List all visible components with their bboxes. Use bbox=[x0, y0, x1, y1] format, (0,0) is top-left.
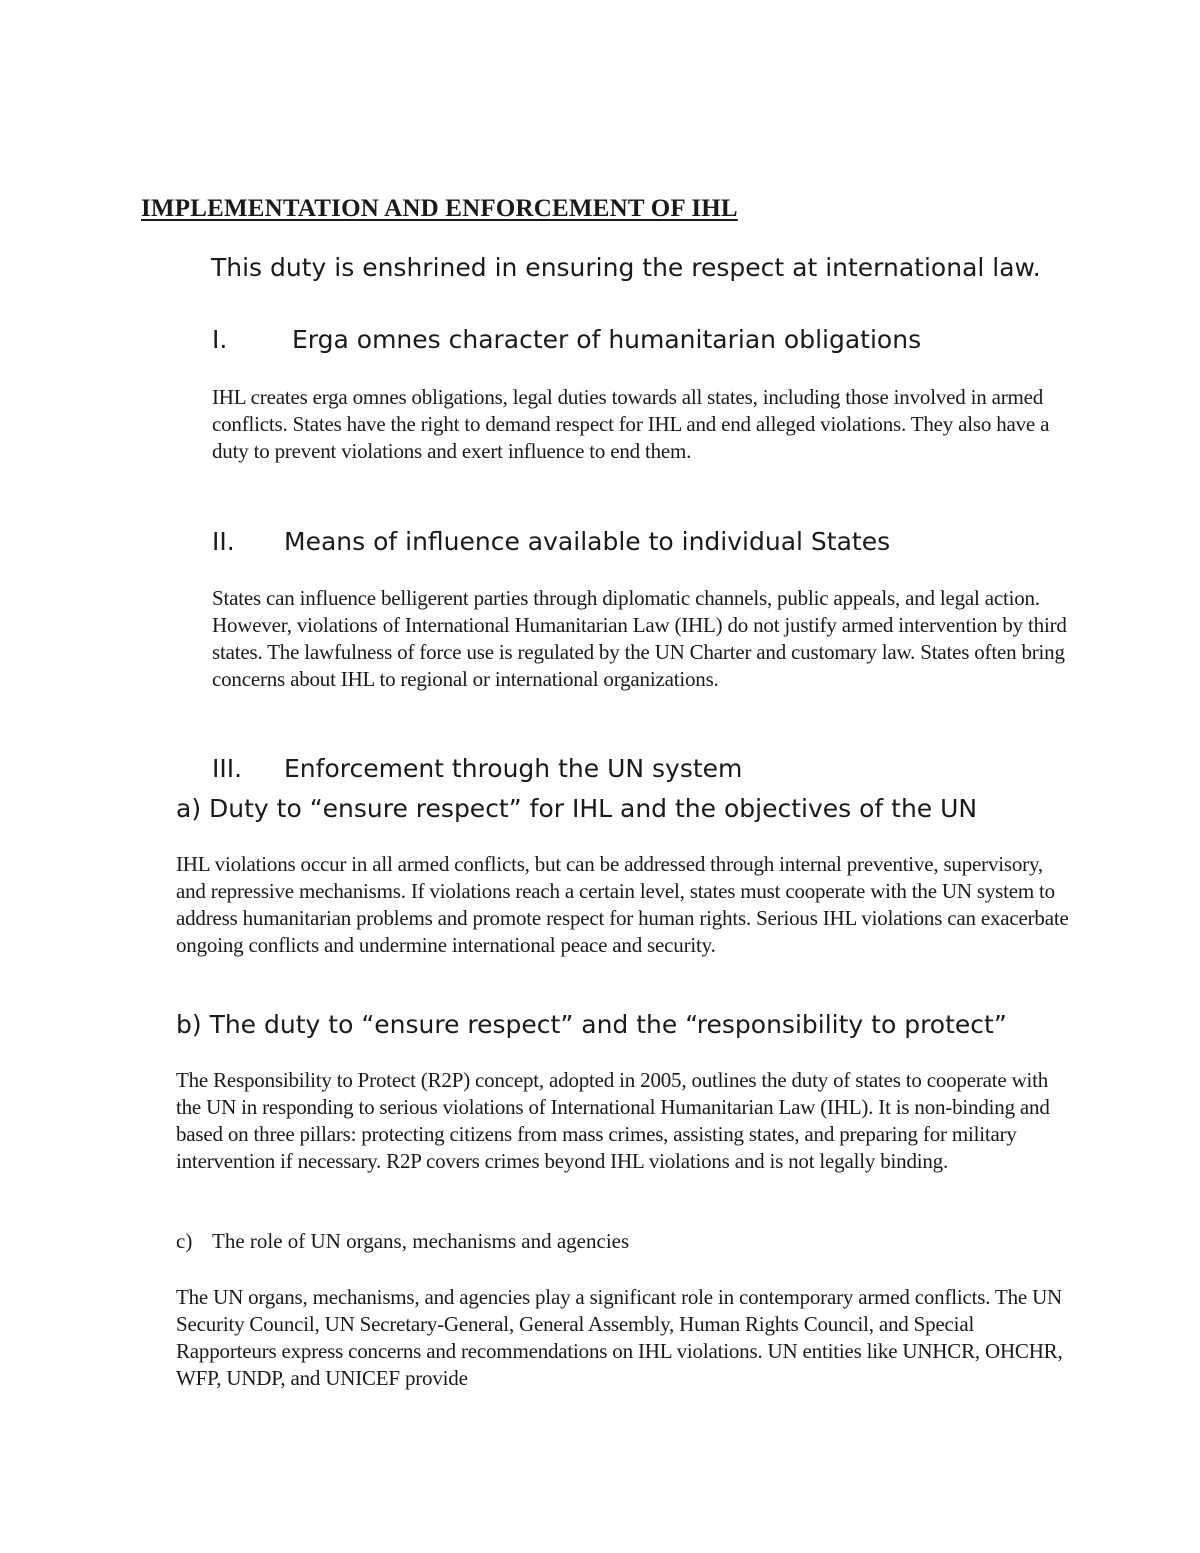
subsection-b-heading: b) The duty to “ensure respect” and the “responsibility to protect” bbox=[176, 1010, 1007, 1039]
section-2-number: II. bbox=[212, 527, 235, 556]
section-3-title: Enforcement through the UN system bbox=[284, 754, 743, 783]
section-3-number: III. bbox=[212, 754, 243, 783]
subsection-a-body: IHL violations occur in all armed conflicts, but can be addressed through internal preventive, supervisory, and repressive mechanisms. If violations reach a certain level, states must cooperate with the UN system to address humanitarian problems and promote respect for human rights. Serious IHL violations can exacerbate ongoing conflicts and undermine international peace and security. bbox=[176, 852, 1069, 957]
section-3-heading bbox=[212, 754, 742, 783]
section-1-body: IHL creates erga omnes obligations, legal duties towards all states, including those involved in armed conflicts. States have the right to demand respect for IHL and end alleged violations. They also have a duty to prevent violations and exert influence to end them. bbox=[212, 385, 1050, 463]
section-2-title: Means of influence available to individual States bbox=[284, 527, 891, 556]
intro-paragraph: This duty is enshrined in ensuring the respect at international law. bbox=[211, 253, 1041, 282]
subsection-a-heading: a) Duty to “ensure respect” for IHL and the objectives of the UN bbox=[176, 794, 978, 823]
section-1-heading bbox=[212, 325, 921, 354]
section-1-number: I. bbox=[212, 325, 228, 354]
document-title: IMPLEMENTATION AND ENFORCEMENT OF IHL bbox=[141, 195, 738, 222]
subsection-b-body: The Responsibility to Protect (R2P) concept, adopted in 2005, outlines the duty of states to cooperate with the UN in responding to serious violations of International Humanitarian Law (IHL). It is non-binding and based on three pillars: protecting citizens from mass crimes, assisting states, and preparing for military intervention if necessary. R2P covers crimes beyond IHL violations and is not legally binding. bbox=[176, 1068, 1050, 1173]
section-2-heading bbox=[212, 527, 890, 556]
subsection-c-number: c) bbox=[176, 1229, 193, 1253]
subsection-c-heading bbox=[176, 1229, 629, 1254]
subsection-c-body: The UN organs, mechanisms, and agencies play a significant role in contemporary armed conflicts. The UN Security Council, UN Secretary-General, General Assembly, Human Rights Council, and Special Rapporteurs express concerns and recommendations on IHL violations. UN entities like UNHCR, OHCHR, WFP, UNDP, and UNICEF provide bbox=[176, 1285, 1063, 1390]
section-1-title: Erga omnes character of humanitarian obligations bbox=[292, 325, 922, 354]
section-2-body: States can influence belligerent parties through diplomatic channels, public appeals, and legal action. However, violations of International Humanitarian Law (IHL) do not justify armed intervention by third states. The lawfulness of force use is regulated by the UN Charter and customary law. States often bring concerns about IHL to regional or international organizations. bbox=[212, 586, 1067, 691]
subsection-c-title: The role of UN organs, mechanisms and agencies bbox=[212, 1229, 630, 1253]
